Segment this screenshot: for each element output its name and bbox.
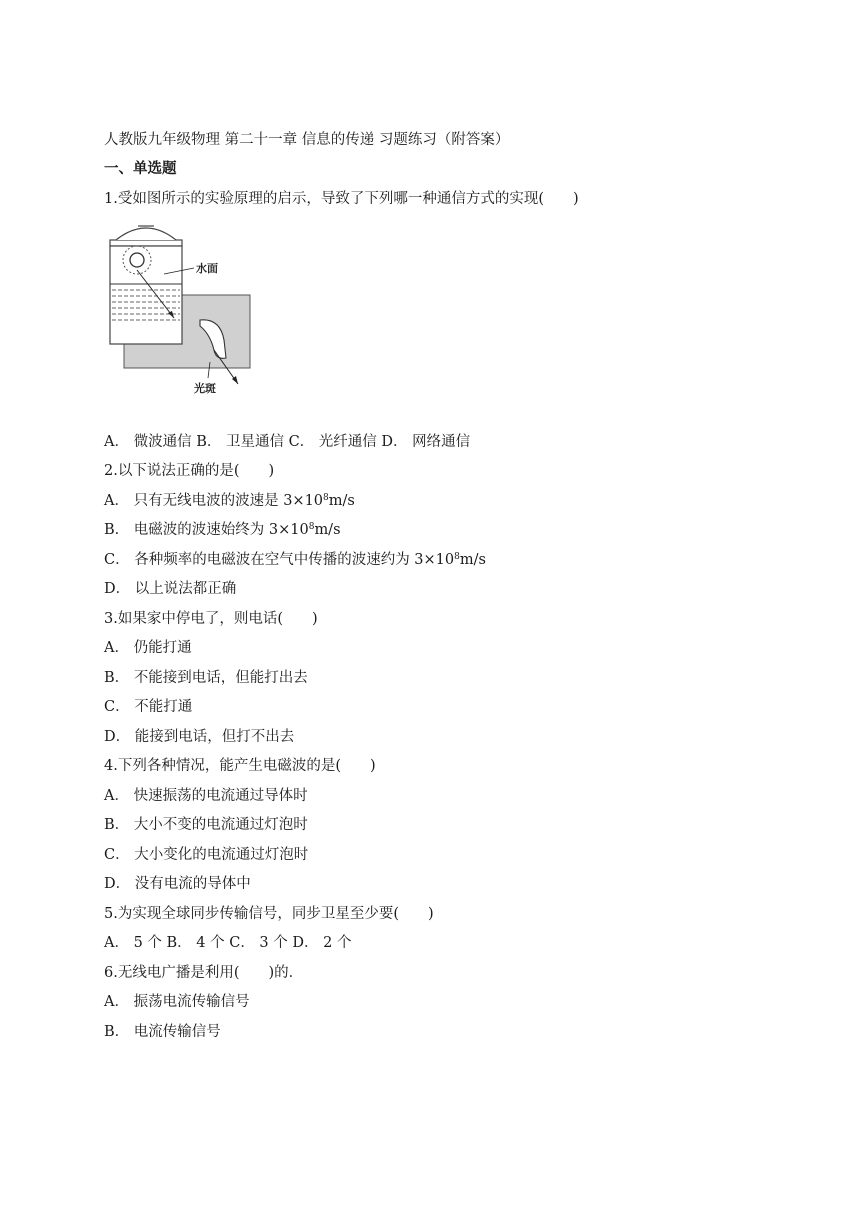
q1-stem: 1.受如图所示的实验原理的启示，导致了下列哪一种通信方式的实现( ) [104, 191, 579, 207]
q3-stem: 3.如果家中停电了，则电话( ) [104, 611, 318, 627]
q3-option-b: B． 不能接到电话，但能打出去 [104, 670, 308, 686]
q4-option-d: D． 没有电流的导体中 [104, 876, 251, 892]
q4-option-b: B． 大小不变的电流通过灯泡时 [104, 817, 308, 833]
q3-option-d: D． 能接到电话，但打不出去 [104, 729, 295, 745]
water-container [110, 246, 182, 344]
q6-option-b: B． 电流传输信号 [104, 1024, 221, 1040]
container-lid [110, 240, 182, 246]
q5-stem: 5.为实现全球同步传输信号，同步卫星至少要( ) [104, 906, 434, 922]
q4-option-a: A． 快速振荡的电流通过导体时 [104, 788, 308, 804]
label-light-spot: 光斑 [194, 382, 216, 395]
q5-options: A． 5 个 B． 4 个 C． 3 个 D． 2 个 [104, 935, 352, 951]
q1-options: A． 微波通信 B． 卫星通信 C． 光纤通信 D． 网络通信 [104, 434, 471, 450]
water-light-experiment-diagram [104, 222, 256, 408]
q6-option-a: A． 振荡电流传输信号 [104, 994, 250, 1010]
q2-option-d: D． 以上说法都正确 [104, 581, 237, 597]
q6-stem: 6.无线电广播是利用( )的． [104, 965, 304, 981]
q4-stem: 4.下列各种情况，能产生电磁波的是( ) [104, 758, 376, 774]
q4-option-c: C． 大小变化的电流通过灯泡时 [104, 847, 309, 863]
q2-option-a: A． 只有无线电波的波速是 $3\times 10^8m/s$ [104, 493, 355, 509]
q2-option-c: C． 各种频率的电磁波在空气中传播的波速约为 $3\times 10^8m/s$ [104, 552, 486, 568]
q3-option-a: A． 仍能打通 [104, 640, 192, 656]
q2-option-b: B． 电磁波的波速始终为 $3\times 10^8m/s$ [104, 522, 341, 538]
section-heading: 一、单选题 [104, 160, 177, 177]
document-title: 人教版九年级物理 第二十一章 信息的传递 习题练习（附答案） [104, 132, 510, 148]
q1-figure [104, 222, 256, 408]
q3-option-c: C． 不能打通 [104, 699, 193, 715]
q2-stem: 2.以下说法正确的是( ) [104, 463, 275, 479]
label-water-surface: 水面 [196, 262, 218, 275]
